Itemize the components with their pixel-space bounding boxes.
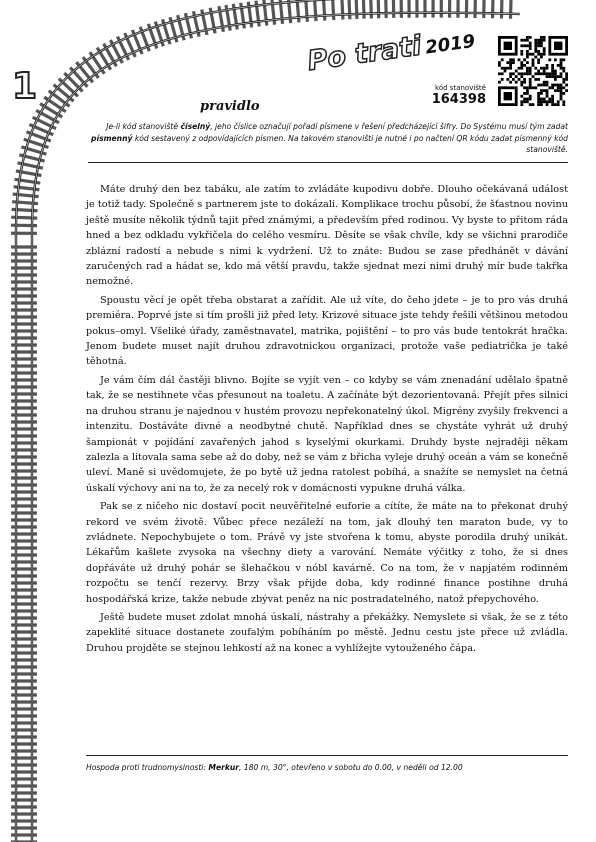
footer-text: [86, 763, 568, 772]
rule-text: [88, 121, 568, 156]
station-label: kód stanoviště: [435, 84, 486, 92]
station-info: [424, 84, 486, 107]
paragraph: Spoustu věcí je opět třeba obstarat a zařídit. Ale už víte, do čeho jdete – je to pro vás druhá premiéra. Poprvé jste si tím prošli již před lety. Krizové situace jste tehdy řešili většinou metodou pokus–omyl. Všeliké úřady, zaměstnavatel, matrika, pojištění – to pro vás bude tentokrát hračka. Jenom budete muset najít druhou zdravotnickou organizaci, protože vaše pediatrička je také těhotná.: [86, 294, 568, 368]
rule-text-part: , jeho číslice označují pořadí písmene v řešení předcházející šifry. Do Systému musí tým zadat: [210, 122, 568, 131]
paragraph: Je vám čím dál častěji blivno. Bojíte se vyjít ven – co kdyby se vám znenadání udělalo špatně tak, že se nestihnete včas přesunout na toaletu. A začínáte být dezorientovaná. Přejít přes silnici na druhou stranu je najednou v hustém provozu nepřekonatelný úkol. Migrény zvyšily frekvenci a intenzitu. Dostáváte divné a neodbytné chutě. Například dnes se chystáte vyhrát už druhý šampionát v pojídání zavařených jahod s kyselými okurkami. Druhdy byste nejraději někam zalezla a litovala sama sebe až do doby, než se vám z břicha vyleje druhý oceán a vám se konečně uleví. Maně si uvědomujete, že po bytě už jedna ratolest pobíhá, a snažíte se nemyslet na četná úskalí výchovy ani na to, že za necelý rok v domácnosti vypukne druhá válka.: [86, 374, 568, 494]
footer-prefix: Hospoda proti trudnomyslnosti:: [86, 763, 209, 772]
footer-pub-name: Merkur: [208, 763, 240, 772]
page-number: 1: [12, 66, 39, 107]
rule-title: pravidlo: [200, 99, 260, 114]
paragraph: Pak se z ničeho nic dostaví pocit neuvěřitelné euforie a cítíte, že máte na to překonat druhý rekord ve svém životě. Vůbec přece nezáleží na tom, jak dlouhý ten maraton bude, vy to zvládnete. Nepochybujete o tom. Právě vy jste stvořena k tomu, abyste porodila druhý unikát. Lékařům kašlete zvysoka na všechny diety a varování. Nemáte výčitky z toho, že si dnes dopřáváte už druhý pohár se šlehačkou v nóbl kavárně. Co na tom, že v napjatém rodinném rozpočtu se tenčí rezervy. Brzy však přijde doba, kdy rodinné finance postihne druhá hospodářská krize, takže nebude zbývat peněz na nic postradatelného, natož přepychového.: [86, 501, 568, 605]
paragraph: Máte druhý den bez tabáku, ale zatím to zvládáte kupodivu dobře. Dlouho očekávaná událost je totiž tady. Společně s partnerem jste to dokázali. Komplikace trochu působí, že šťastnou novinu ještě musíte několik týdnů tajit před známými, a především před rodinou. Vy byste to přitom ráda hned a bez odkladu vykřičela do celého vesmíru. Děsíte se však chvíle, kdy se všichni prarodiče zblázní radostí a nebude s nimi k vydržení. Už to znáte: Budou se zase předhánět v dávání zaručených rad a hádat se, kdo má větší pravdu, takže sjednat mezi nimi druhý mír bude takřka nemožné.: [86, 184, 568, 288]
rule-text-part: kód sestavený z odpovídajících písmen. Na takovém stanovišti je nutné i po načtení QR kódu zadat písmenný kód stanoviště.: [132, 133, 568, 154]
logo-title: Po trati: [305, 30, 424, 77]
rule-text-part: Je-li kód stanoviště: [106, 122, 181, 131]
rule-divider: [88, 162, 568, 163]
station-code: 164398: [431, 92, 486, 107]
footer-suffix: , 180 m, 30°, otevřeno v sobotu do 0.00, v neděli od 12.00: [239, 763, 463, 772]
rule-text-bold: písmenný: [91, 133, 133, 143]
rule-text-bold: číselný: [180, 122, 211, 131]
paragraph: Ještě budete muset zdolat mnohá úskalí, nástrahy a překážky. Nemyslete si však, že se z této zapeklité situace dostanete zoufalým pobíháním po městě. Jednu cestu jste přece už zvládla. Druhou projděte se stejnou lehkostí až na konec a vyhlížejte vytouženého čápa.: [86, 611, 568, 654]
footer-divider: [86, 755, 568, 756]
logo-year: 2019: [423, 30, 477, 59]
story-text: [86, 182, 568, 659]
qr-code-icon: [498, 36, 568, 106]
